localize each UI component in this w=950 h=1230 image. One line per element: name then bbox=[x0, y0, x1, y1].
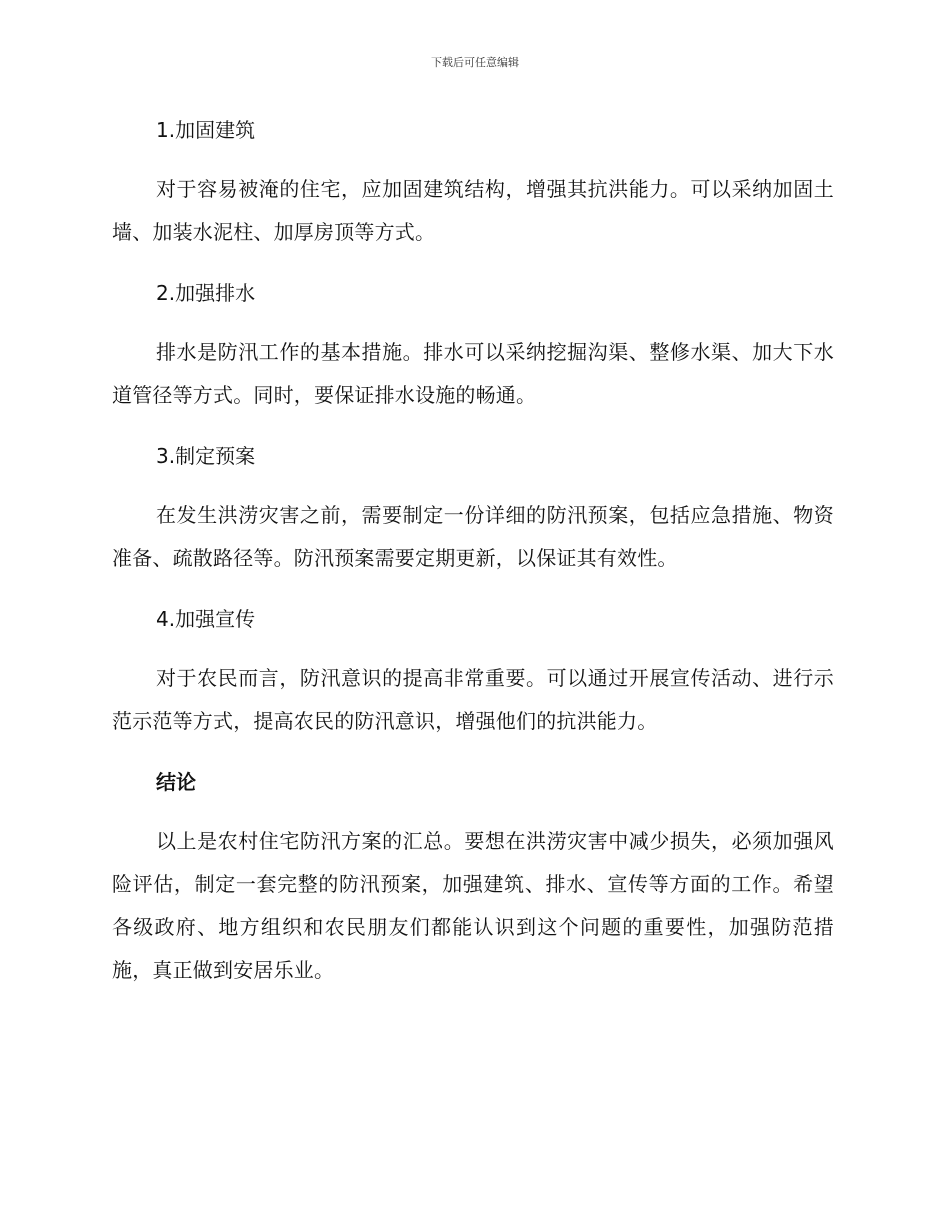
section-reinforce-buildings bbox=[112, 110, 834, 254]
section-strengthen-drainage bbox=[112, 273, 834, 417]
section-emergency-plan bbox=[112, 436, 834, 580]
section-heading: 4.加强宣传 bbox=[156, 607, 256, 631]
section-heading: 2.加强排水 bbox=[156, 281, 256, 305]
section-heading: 3.制定预案 bbox=[156, 444, 256, 468]
conclusion-heading: 结论 bbox=[156, 770, 196, 794]
section-paragraph: 对于容易被淹的住宅，应加固建筑结构，增强其抗洪能力。可以采纳加固土墙、加装水泥柱、加厚房顶等方式。 bbox=[112, 177, 834, 244]
header-note: 下载后可任意编辑 bbox=[431, 56, 519, 69]
document-body bbox=[112, 110, 834, 1011]
section-publicity bbox=[112, 599, 834, 743]
section-paragraph: 在发生洪涝灾害之前，需要制定一份详细的防汛预案，包括应急措施、物资准备、疏散路径等。防汛预案需要定期更新，以保证其有效性。 bbox=[112, 503, 834, 570]
section-heading: 1.加固建筑 bbox=[156, 118, 256, 142]
section-paragraph: 对于农民而言，防汛意识的提高非常重要。可以通过开展宣传活动、进行示范示范等方式，提高农民的防汛意识，增强他们的抗洪能力。 bbox=[112, 666, 834, 733]
section-paragraph: 排水是防汛工作的基本措施。排水可以采纳挖掘沟渠、整修水渠、加大下水道管径等方式。同时，要保证排水设施的畅通。 bbox=[112, 340, 834, 407]
section-conclusion bbox=[112, 762, 834, 992]
conclusion-paragraph: 以上是农村住宅防汛方案的汇总。要想在洪涝灾害中减少损失，必须加强风险评估，制定一套完整的防汛预案，加强建筑、排水、宣传等方面的工作。希望各级政府、地方组织和农民朋友们都能认识到这个问题的重要性，加强防范措施，真正做到安居乐业。 bbox=[112, 829, 834, 982]
